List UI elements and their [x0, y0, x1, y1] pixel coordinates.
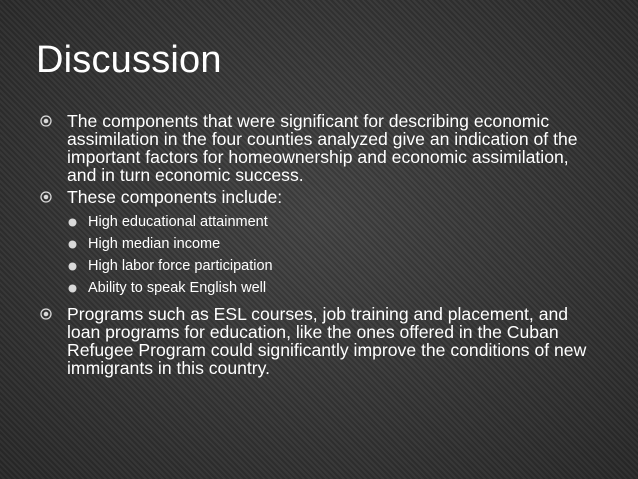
dot-bullet-icon — [68, 218, 77, 227]
sub-bullet-text: Ability to speak English well — [88, 280, 267, 296]
sub-bullet-list — [40, 211, 600, 299]
sub-bullet-item — [67, 255, 600, 277]
slide-content — [40, 112, 600, 377]
circle-target-bullet-icon — [40, 191, 52, 203]
dot-bullet-icon — [68, 284, 77, 293]
dot-bullet-icon — [68, 262, 77, 271]
sub-bullet-text: High labor force participation — [88, 258, 273, 274]
bullet-text: These components include: — [67, 187, 283, 207]
bullet-item-include — [40, 188, 600, 206]
bullet-item-components — [40, 112, 600, 184]
slide-title: Discussion — [36, 39, 222, 81]
sub-bullet-text: High educational attainment — [88, 214, 268, 230]
circle-target-bullet-icon — [40, 115, 52, 127]
sub-bullet-text: High median income — [88, 236, 221, 252]
sub-bullet-item — [67, 211, 600, 233]
bullet-text: The components that were significant for describing economic assimilation in the four counties analyzed give an indication of the important factors for homeownership and economic assimilation, and in turn economic success. — [67, 111, 578, 185]
sub-bullet-item — [67, 233, 600, 255]
bullet-item-programs — [40, 305, 600, 377]
sub-bullet-item — [67, 277, 600, 299]
circle-target-bullet-icon — [40, 308, 52, 320]
bullet-text: Programs such as ESL courses, job training and placement, and loan programs for education, like the ones offered in the Cuban Refugee Program could significantly improve the conditions of new immigrants in this country. — [67, 304, 587, 378]
dot-bullet-icon — [68, 240, 77, 249]
